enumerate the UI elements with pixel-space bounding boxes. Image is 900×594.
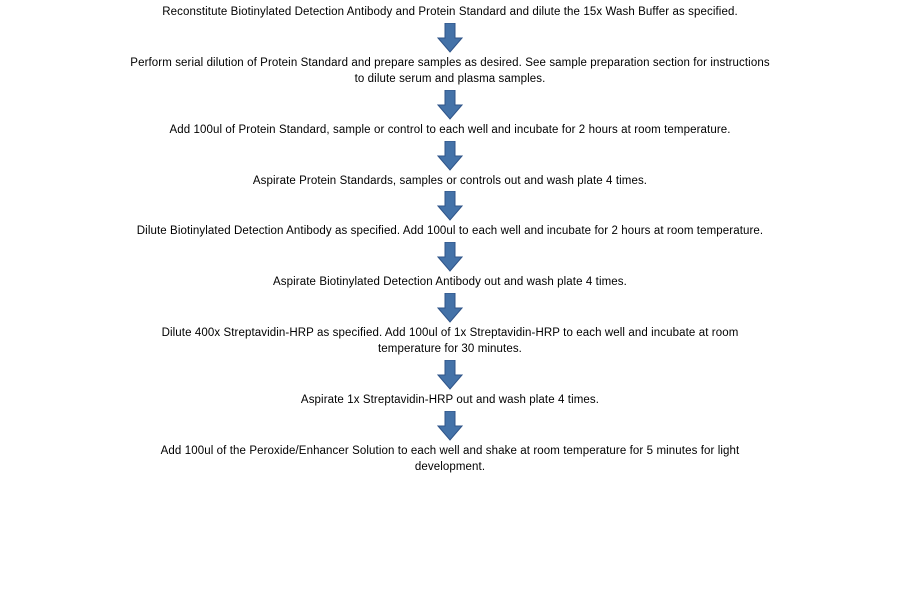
flow-arrow — [437, 358, 463, 392]
flow-arrow — [437, 21, 463, 55]
flow-arrow — [437, 139, 463, 173]
flow-step: Add 100ul of Protein Standard, sample or control to each well and incubate for 2 hours at room temperature. — [169, 124, 731, 137]
down-arrow-icon — [437, 90, 463, 120]
down-arrow-icon — [437, 23, 463, 53]
flow-step: Aspirate Biotinylated Detection Antibody out and wash plate 4 times. — [273, 276, 627, 289]
flow-step: Aspirate 1x Streptavidin-HRP out and wash plate 4 times. — [300, 394, 600, 407]
down-arrow-icon — [437, 411, 463, 441]
flow-arrow — [437, 240, 463, 274]
flow-step: Dilute 400x Streptavidin-HRP as specified. Add 100ul of 1x Streptavidin-HRP to each well and incubate at room temperature for 30 minutes. — [161, 326, 739, 356]
flow-step: Reconstitute Biotinylated Detection Antibody and Protein Standard and dilute the 15x Wash Buffer as specified. — [162, 6, 738, 18]
flow-step: Dilute Biotinylated Detection Antibody as specified. Add 100ul to each well and incubate for 2 hours at room temperature. — [136, 225, 764, 238]
flow-step: Perform serial dilution of Protein Standard and prepare samples as desired. See sample preparation section for instructions to dilute serum and plasma samples. — [130, 56, 770, 86]
flow-step: Add 100ul of the Peroxide/Enhancer Solution to each well and shake at room temperature for 5 minutes for light development. — [160, 444, 740, 474]
down-arrow-icon — [437, 191, 463, 221]
down-arrow-icon — [437, 242, 463, 272]
flow-step: Aspirate Protein Standards, samples or controls out and wash plate 4 times. — [252, 174, 648, 187]
flow-arrow — [437, 189, 463, 223]
flow-arrow — [437, 88, 463, 122]
down-arrow-icon — [437, 360, 463, 390]
down-arrow-icon — [437, 141, 463, 171]
flow-arrow — [437, 291, 463, 325]
down-arrow-icon — [437, 293, 463, 323]
flow-arrow — [437, 409, 463, 443]
